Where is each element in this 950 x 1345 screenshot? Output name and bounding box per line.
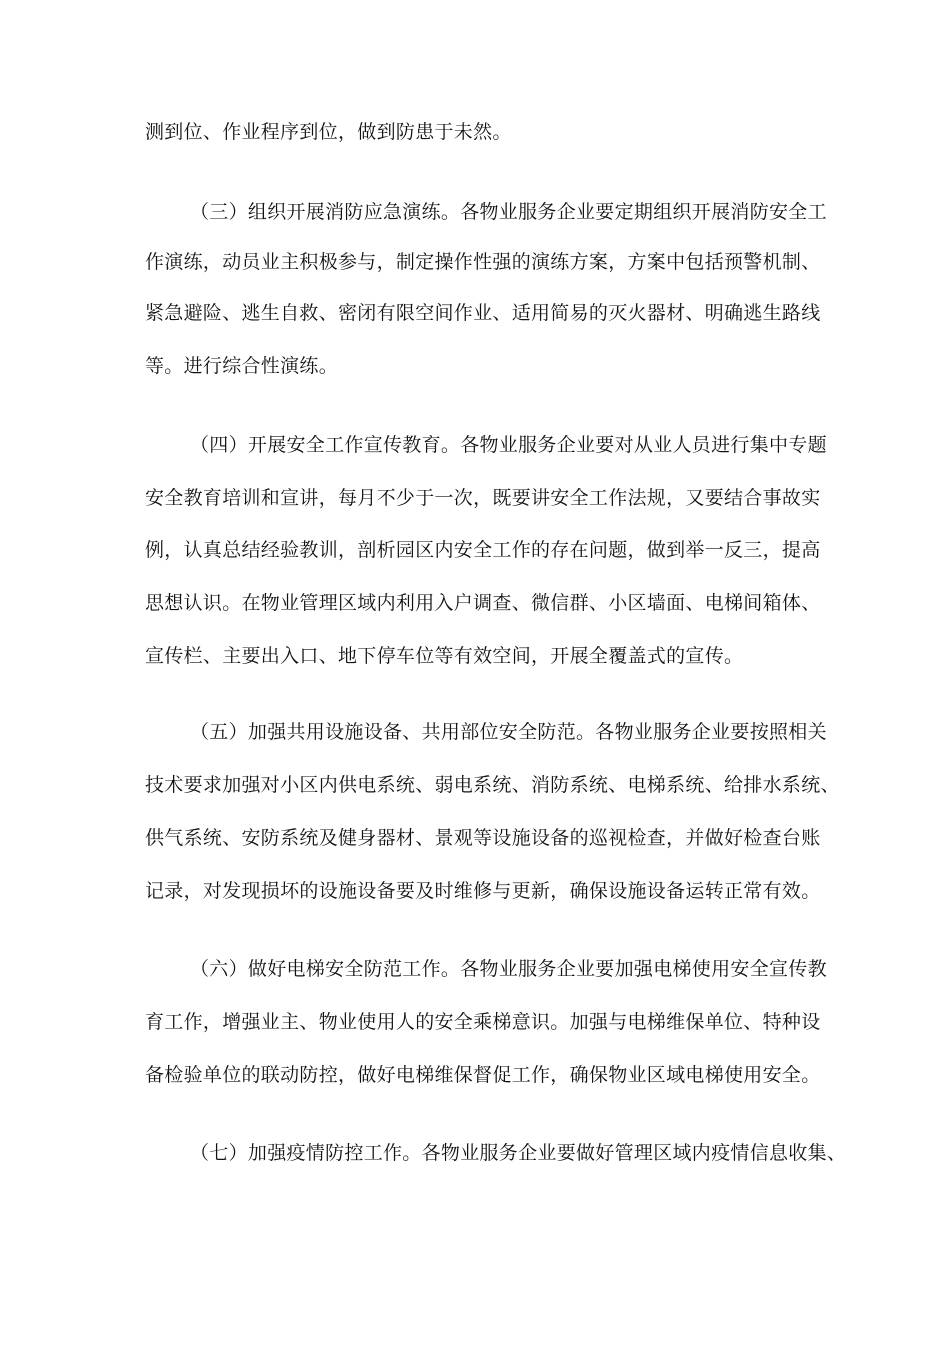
paragraph-3-line-1: （三）组织开展消防应急演练。各物业服务企业要定期组织开展消防安全工: [190, 201, 827, 223]
paragraph-7-line-1: （七）加强疫情防控工作。各物业服务企业要做好管理区域内疫情信息收集、: [190, 1142, 847, 1164]
paragraph-5-line-1: （五）加强共用设施设备、共用部位安全防范。各物业服务企业要按照相关: [190, 721, 827, 743]
paragraph-5-line-2: 技术要求加强对小区内供电系统、弱电系统、消防系统、电梯系统、给排水系统、: [145, 774, 840, 796]
paragraph-5-line-4: 记录，对发现损坏的设施设备要及时维修与更新，确保设施设备运转正常有效。: [145, 880, 821, 902]
paragraph-4-line-5: 宣传栏、主要出入口、地下停车位等有效空间，开展全覆盖式的宣传。: [145, 645, 744, 667]
paragraph-4-line-2: 安全教育培训和宣讲，每月不少于一次，既要讲安全工作法规，又要结合事故实: [145, 487, 821, 509]
paragraph-3-line-2: 作演练，动员业主积极参与，制定操作性强的演练方案，方案中包括预警机制、: [145, 251, 821, 273]
paragraph-3-line-3: 紧急避险、逃生自救、密闭有限空间作业、适用简易的灭火器材、明确逃生路线: [145, 302, 821, 324]
paragraph-6-line-1: （六）做好电梯安全防范工作。各物业服务企业要加强电梯使用安全宣传教: [190, 958, 827, 980]
paragraph-4-line-1: （四）开展安全工作宣传教育。各物业服务企业要对从业人员进行集中专题: [190, 434, 827, 456]
paragraph-4-line-3: 例，认真总结经验教训，剖析园区内安全工作的存在问题，做到举一反三，提高: [145, 539, 821, 561]
paragraph-6-line-2: 育工作，增强业主、物业使用人的安全乘梯意识。加强与电梯维保单位、特种设: [145, 1011, 821, 1033]
text-line-continuation: 测到位、作业程序到位，做到防患于未然。: [145, 121, 512, 143]
paragraph-3-line-4: 等。进行综合性演练。: [145, 355, 339, 377]
paragraph-4-line-4: 思想认识。在物业管理区域内利用入户调查、微信群、小区墙面、电梯间箱体、: [145, 592, 821, 614]
paragraph-5-line-3: 供气系统、安防系统及健身器材、景观等设施设备的巡视检查，并做好检查台账: [145, 827, 821, 849]
paragraph-6-line-3: 备检验单位的联动防控，做好电梯维保督促工作，确保物业区域电梯使用安全。: [145, 1064, 821, 1086]
